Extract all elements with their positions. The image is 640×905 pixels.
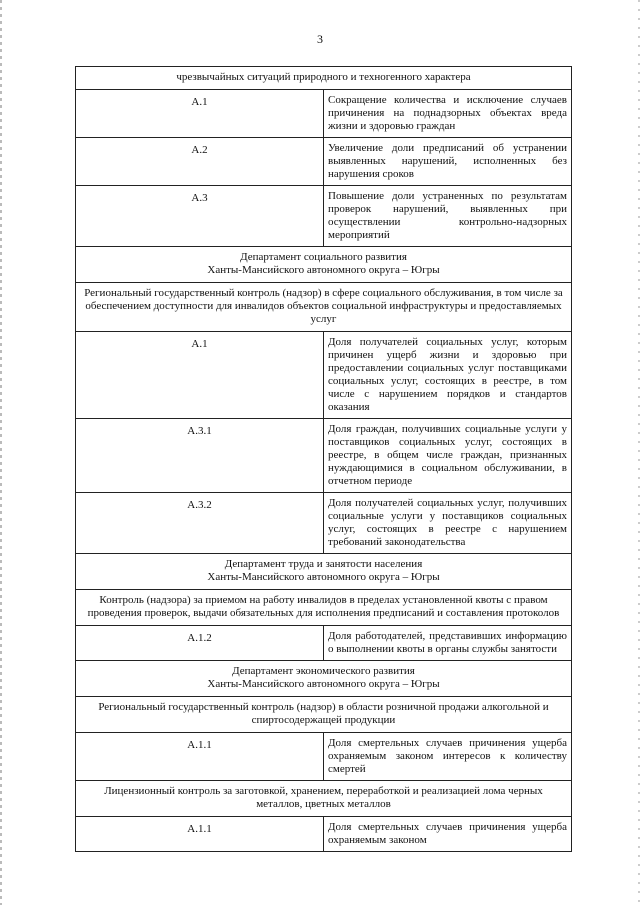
control-type: Лицензионный контроль за заготовкой, хранением, переработкой и реализацией лома черных металлов, цветных металлов bbox=[76, 781, 572, 817]
indicator-code: А.1.2 bbox=[76, 626, 324, 661]
indicator-text: Доля получателей социальных услуг, получивших социальные услуги у поставщиков социальных услуг, состоящих в реестре с нарушением требований законодательства bbox=[324, 493, 572, 554]
indicator-text: Доля получателей социальных услуг, которым причинен ущерб жизни и здоровью при предоставлении социальных услуг поставщиками социальных услуг, состоящих в реестре, в том числе с нарушением порядков и стандартов оказания bbox=[324, 332, 572, 419]
department-name: Департамент социального развития bbox=[240, 251, 407, 263]
control-type-row bbox=[76, 781, 572, 817]
indicator-text: Повышение доли устраненных по результатам проверок нарушений, выявленных при осуществлении контрольно-надзорных мероприятий bbox=[324, 186, 572, 247]
indicator-code: А.3 bbox=[76, 186, 324, 247]
table-row bbox=[76, 817, 572, 852]
indicator-code: А.3.2 bbox=[76, 493, 324, 554]
department-region: Ханты-Мансийского автономного округа – Югры bbox=[207, 678, 440, 690]
department-header bbox=[76, 247, 572, 283]
department-region: Ханты-Мансийского автономного округа – Югры bbox=[207, 264, 440, 276]
scan-left-edge bbox=[0, 0, 2, 905]
department-header bbox=[76, 554, 572, 590]
table-row bbox=[76, 138, 572, 186]
section-continuation: чрезвычайных ситуаций природного и техногенного характера bbox=[76, 67, 572, 90]
indicator-code: А.1.1 bbox=[76, 733, 324, 781]
indicator-code: А.1.1 bbox=[76, 817, 324, 852]
indicator-code: А.2 bbox=[76, 138, 324, 186]
table-row bbox=[76, 419, 572, 493]
control-type-row bbox=[76, 590, 572, 626]
table-row bbox=[76, 626, 572, 661]
table-row bbox=[76, 493, 572, 554]
department-header-row bbox=[76, 661, 572, 697]
indicator-code: А.3.1 bbox=[76, 419, 324, 493]
department-name: Департамент труда и занятости населения bbox=[224, 558, 423, 570]
table-row bbox=[76, 332, 572, 419]
indicator-text: Увеличение доли предписаний об устранении выявленных нарушений, исполненных без нарушения сроков bbox=[324, 138, 572, 186]
page-number: 3 bbox=[317, 32, 323, 46]
control-type-row bbox=[76, 697, 572, 733]
control-type: Региональный государственный контроль (надзор) в сфере социального обслуживания, в том числе за обеспечением доступности для инвалидов объектов социальной инфраструктуры и предоставляемых услуг bbox=[76, 283, 572, 332]
department-region: Ханты-Мансийского автономного округа – Югры bbox=[207, 571, 440, 583]
indicator-text: Сокращение количества и исключение случаев причинения на поднадзорных объектах вреда жизни и здоровью граждан bbox=[324, 90, 572, 138]
control-type-row bbox=[76, 283, 572, 332]
department-header-row bbox=[76, 554, 572, 590]
table-row bbox=[76, 186, 572, 247]
indicators-table bbox=[75, 66, 572, 852]
control-type: Региональный государственный контроль (надзор) в области розничной продажи алкогольной и спиртосодержащей продукции bbox=[76, 697, 572, 733]
table-row bbox=[76, 67, 572, 90]
table-row bbox=[76, 90, 572, 138]
indicator-code: А.1 bbox=[76, 332, 324, 419]
indicator-text: Доля смертельных случаев причинения ущерба охраняемым законом интересов к количеству смертей bbox=[324, 733, 572, 781]
department-name: Департамент экономического развития bbox=[232, 665, 415, 677]
department-header bbox=[76, 661, 572, 697]
indicator-code: А.1 bbox=[76, 90, 324, 138]
department-header-row bbox=[76, 247, 572, 283]
indicator-text: Доля граждан, получивших социальные услуги у поставщиков социальных услуг, состоящих в реестре, в общем числе граждан, признанных нуждающимися в социальном обслуживании, в отчетном периоде bbox=[324, 419, 572, 493]
indicator-text: Доля работодателей, представивших информацию о выполнении квоты в органы службы занятости bbox=[324, 626, 572, 661]
control-type: Контроль (надзора) за приемом на работу инвалидов в пределах установленной квоты с правом проведения проверок, выдачи обязательных для исполнения предписаний и составления протоколов bbox=[76, 590, 572, 626]
indicator-text: Доля смертельных случаев причинения ущерба охраняемым законом bbox=[324, 817, 572, 852]
table-row bbox=[76, 733, 572, 781]
